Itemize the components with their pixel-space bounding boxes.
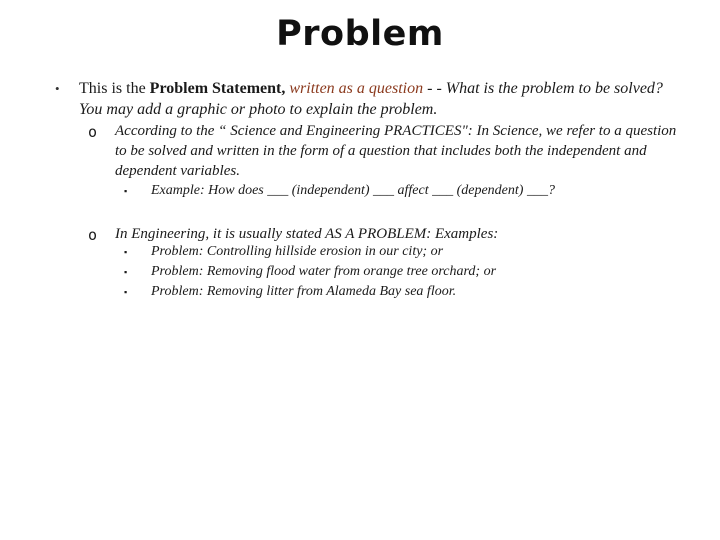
square-bullet-icon: ▪ — [124, 186, 128, 196]
page-title: Problem — [276, 14, 444, 54]
science-practices-text: According to the “ Science and Engineering PRACTICES": In Science, we refer to a question to be solved and written in the form of a question that includes both the independent and dependent variables. — [115, 123, 677, 179]
list-item: Problem: Removing litter from Alameda Bay sea floor. — [151, 284, 457, 299]
main-bullet-part1: This is the — [79, 80, 150, 97]
engineering-text: In Engineering, it is usually stated AS A PROBLEM: Examples: — [115, 226, 499, 242]
sub-bullet-o-icon: o — [88, 226, 98, 244]
main-bullet-question: What is the problem to be solved? You may add a graphic or photo to explain the problem. — [79, 80, 663, 118]
main-bullet-text — [79, 78, 689, 120]
problem-statement-label: Problem Statement, — [149, 80, 286, 97]
list-item: Problem: Removing flood water from orange tree orchard; or — [151, 264, 497, 279]
dash-separator: - - — [423, 80, 446, 97]
written-as-question-phrase: written as a question — [285, 80, 424, 97]
square-bullet-icon: ▪ — [124, 287, 128, 297]
sub-bullet-o-icon: o — [88, 123, 98, 141]
science-example-text: Example: How does ___ (independent) ___ affect ___ (dependent) ___? — [151, 183, 555, 198]
square-bullet-icon: ▪ — [124, 267, 128, 277]
list-item: Problem: Controlling hillside erosion in our city; or — [151, 244, 444, 259]
bullet-dot-icon: • — [55, 81, 60, 96]
square-bullet-icon: ▪ — [124, 247, 128, 257]
